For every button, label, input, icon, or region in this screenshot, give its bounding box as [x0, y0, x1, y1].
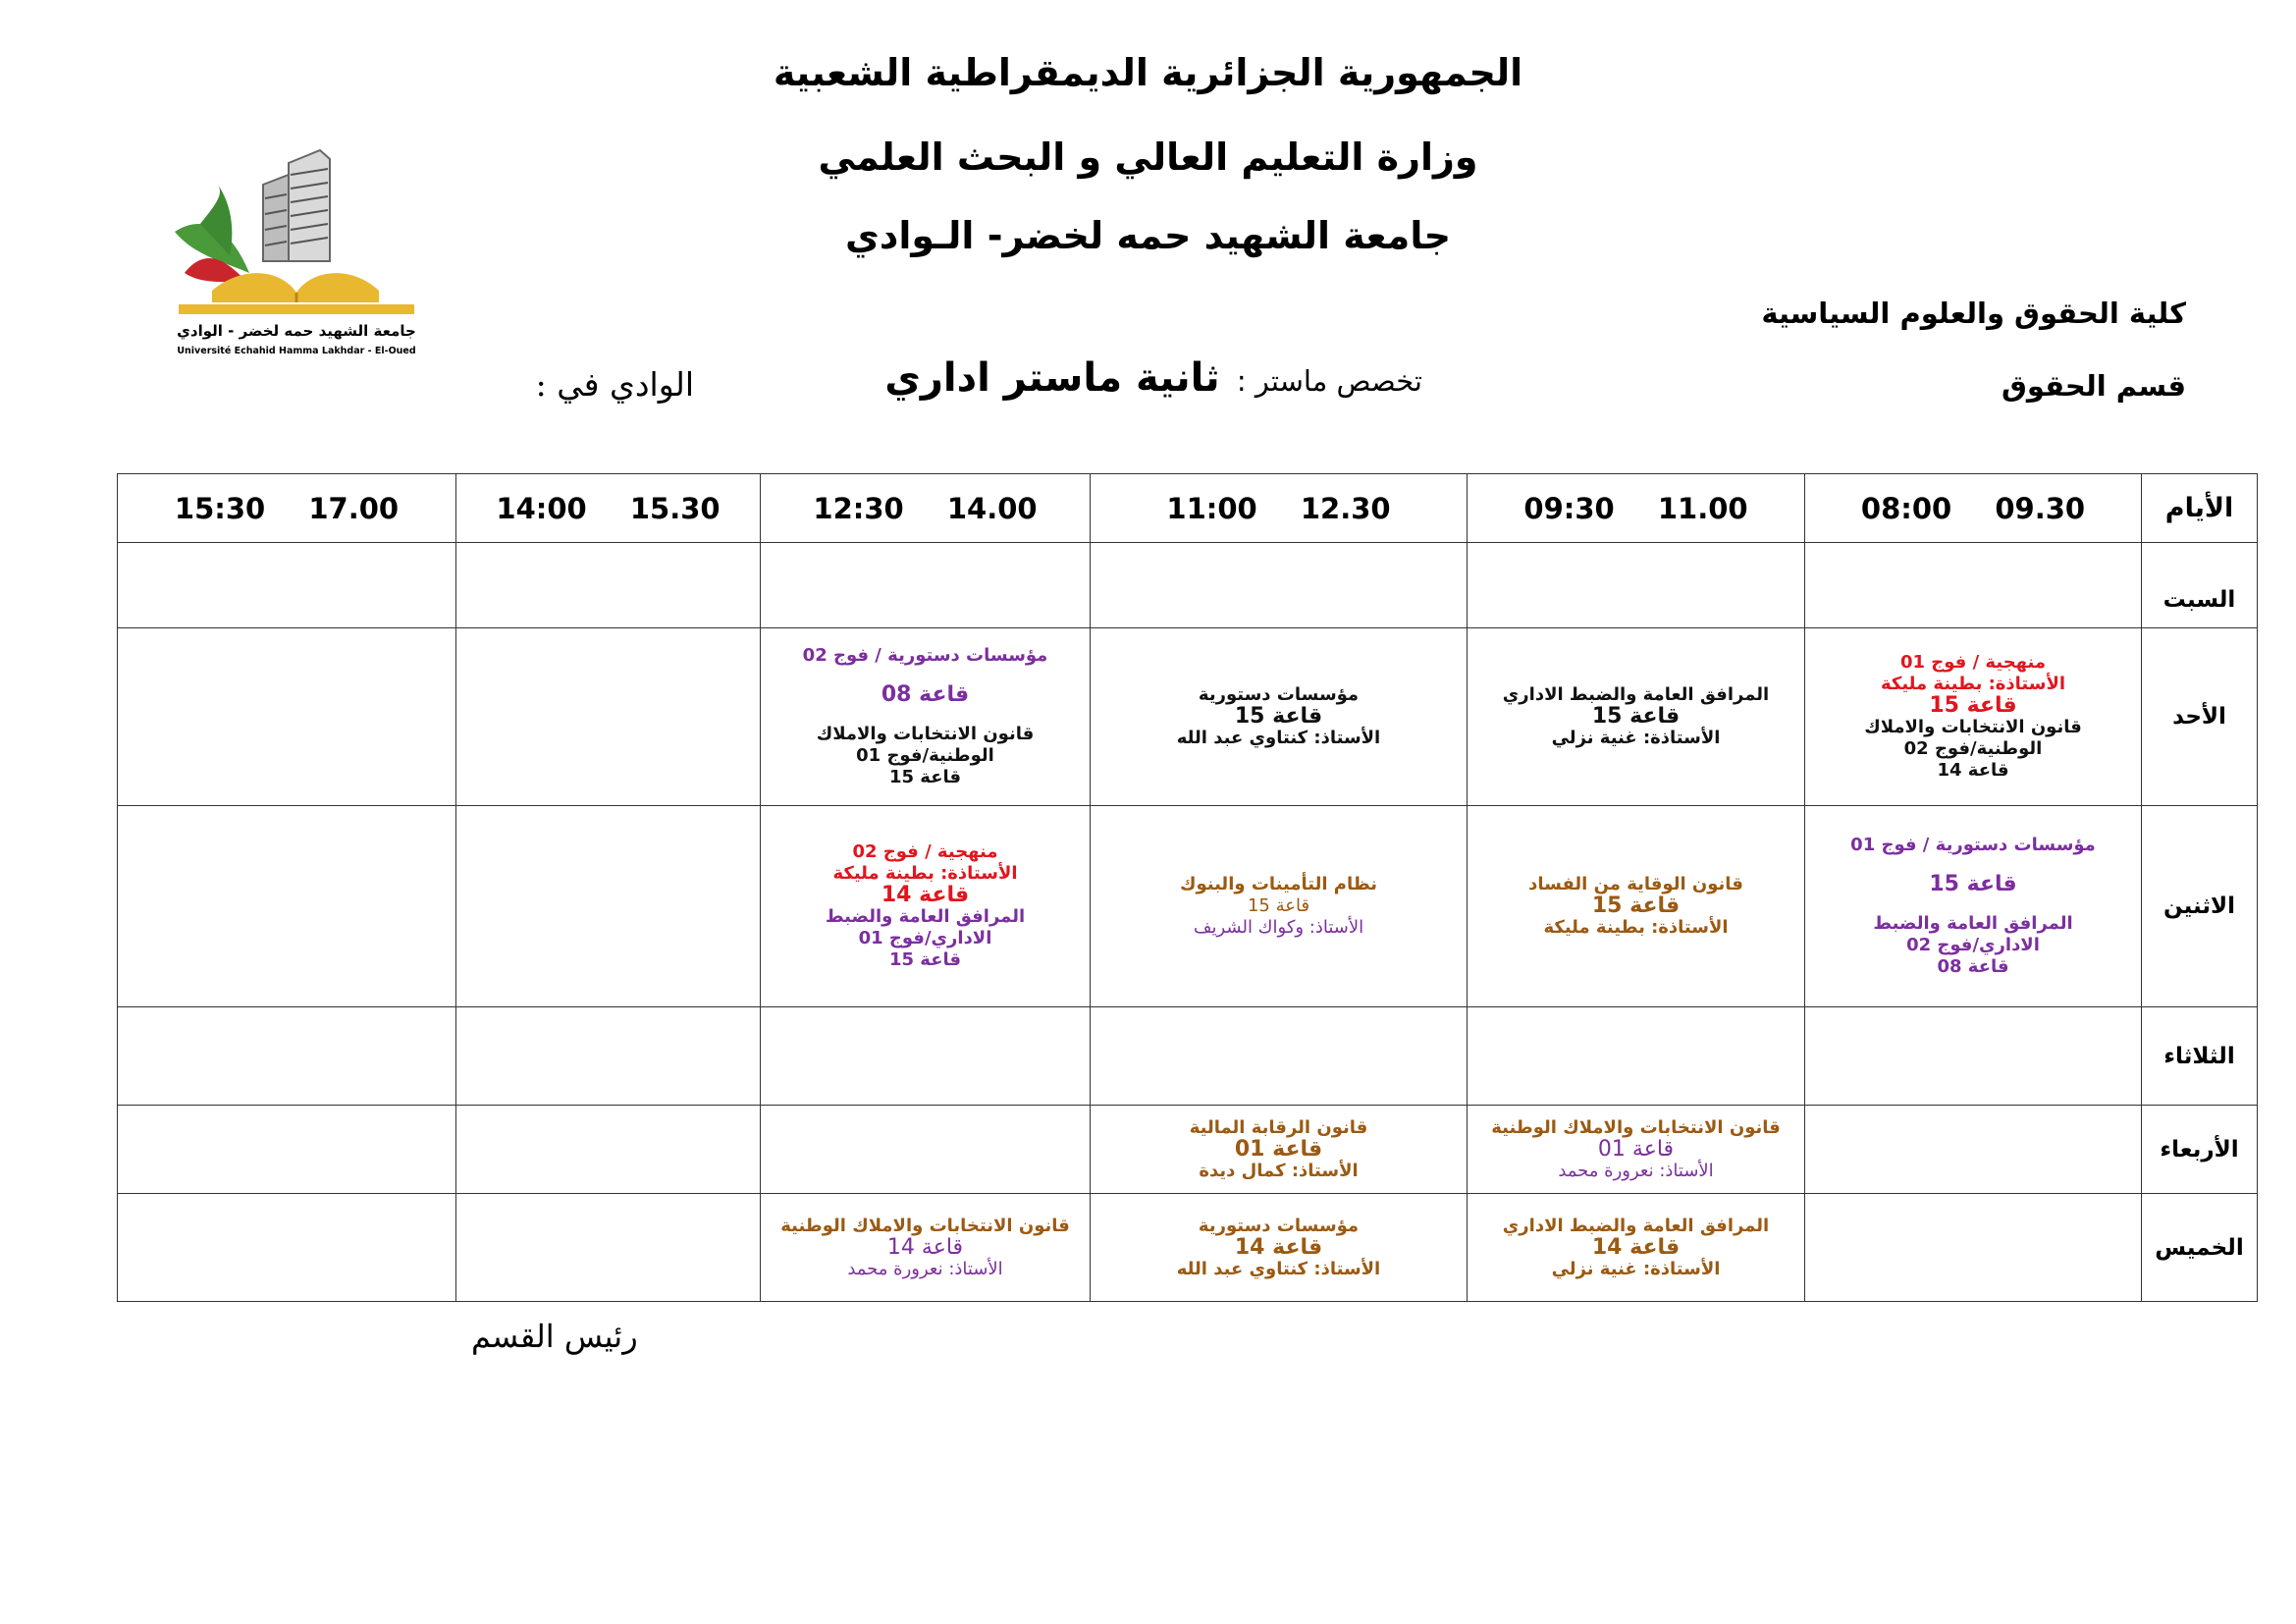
cell-empty — [456, 543, 761, 628]
day-thursday: الخميس — [2142, 1194, 2258, 1302]
course-line: الوطنية/فوج 02 — [1903, 738, 2043, 759]
course-line: قاعة 15 — [888, 949, 962, 970]
course-line: قانون الانتخابات والاملاك — [1864, 717, 2082, 737]
course-line: مؤسسات دستورية / فوج 02 — [802, 645, 1048, 666]
course-line: الأستاذة: بطينة مليكة — [1880, 674, 2066, 694]
cell-empty — [456, 1106, 761, 1194]
course-line: الأستاذ: كنتاوي عبد الله — [1176, 1258, 1381, 1279]
course-line: قاعة 15 — [1591, 704, 1681, 729]
cell-empty — [1091, 543, 1468, 628]
cell-empty — [118, 628, 456, 806]
course-line: قانون الرقابة المالية — [1189, 1116, 1368, 1138]
time-slot-3: 12.30 11:00 — [1091, 474, 1468, 543]
course-line: قانون الانتخابات والاملاك الوطنية — [1491, 1116, 1781, 1138]
day-saturday: السبت — [2142, 543, 2258, 628]
course-line: الأستاذ: كمال ديدة — [1199, 1160, 1359, 1181]
cell-sun-slot4 — [761, 628, 1091, 806]
department-head-signature: رئيس القسم — [471, 1318, 638, 1355]
course-line: المرافق العامة والضبط — [825, 906, 1026, 927]
course-line: الأستاذة: غنية نزلي — [1551, 1258, 1721, 1279]
specialization-label: تخصص ماستر : — [1236, 364, 1422, 398]
course-line: الاداري/فوج 01 — [858, 928, 992, 948]
cell-empty — [1091, 1007, 1468, 1106]
cell-empty — [456, 806, 761, 1007]
course-line: الوطنية/فوج 01 — [856, 745, 994, 766]
course-line: الأستاذ: نعرورة محمد — [847, 1258, 1003, 1279]
svg-text:جامعة الشهيد حمه لخضر - الوادي: جامعة الشهيد حمه لخضر - الوادي — [177, 322, 416, 340]
place-date: الوادي في : — [535, 365, 694, 404]
cell-thu-slot2 — [1468, 1194, 1805, 1302]
course-line: الأستاذ: كنتاوي عبد الله — [1176, 728, 1381, 748]
cell-wed-slot3 — [1091, 1106, 1468, 1194]
course-line: مؤسسات دستورية — [1198, 684, 1360, 705]
cell-thu-slot3 — [1091, 1194, 1468, 1302]
course-line: قاعة 15 — [1929, 872, 2017, 896]
course-line: قاعة 15 — [1247, 895, 1310, 916]
cell-mon-slot4 — [761, 806, 1091, 1007]
course-line: الأستاذة: بطينة مليكة — [1543, 917, 1729, 938]
cell-empty — [456, 628, 761, 806]
cell-empty — [118, 1106, 456, 1194]
course-line: مؤسسات دستورية / فوج 01 — [1850, 835, 2096, 855]
course-line: قاعة 01 — [1597, 1136, 1675, 1162]
cell-empty — [1805, 543, 2142, 628]
table-header-row — [118, 474, 2258, 543]
course-line: منهجية / فوج 02 — [852, 841, 998, 862]
course-line: الأستاذ: وكواك الشريف — [1193, 917, 1364, 938]
republic-title: الجمهورية الجزائرية الديمقراطية الشعبية — [773, 51, 1523, 94]
course-line: المرافق العامة والضبط الاداري — [1502, 1215, 1770, 1236]
course-line: قاعة 14 — [881, 883, 970, 907]
cell-empty — [1805, 1106, 2142, 1194]
course-line: قاعة 15 — [888, 767, 962, 787]
cell-mon-slot1 — [1805, 806, 2142, 1007]
table-row — [118, 543, 2258, 628]
cell-empty — [118, 806, 456, 1007]
table-row — [118, 1106, 2258, 1194]
cell-empty — [456, 1194, 761, 1302]
table-row — [118, 1194, 2258, 1302]
course-line: قاعة 01 — [1234, 1136, 1323, 1162]
cell-thu-slot4 — [761, 1194, 1091, 1302]
department-label: قسم الحقوق — [2001, 369, 2186, 403]
cell-mon-slot2 — [1468, 806, 1805, 1007]
cell-sun-slot1 — [1805, 628, 2142, 806]
cell-sun-slot3 — [1091, 628, 1468, 806]
course-line: قاعة 08 — [1937, 956, 2009, 977]
course-line: الأستاذ: نعرورة محمد — [1558, 1160, 1714, 1181]
day-monday: الاثنين — [2142, 806, 2258, 1007]
course-line: قاعة 14 — [886, 1234, 964, 1260]
cell-sun-slot2 — [1468, 628, 1805, 806]
course-line: قاعة 14 — [1591, 1234, 1681, 1260]
course-line: قاعة 14 — [1937, 760, 2009, 781]
course-line: مؤسسات دستورية — [1198, 1215, 1360, 1236]
days-header: الأيام — [2142, 474, 2258, 543]
time-slot-6: 17.00 15:30 — [118, 474, 456, 543]
cell-empty — [1468, 1007, 1805, 1106]
course-line: قانون الانتخابات والاملاك الوطنية — [780, 1215, 1070, 1236]
course-line: قاعة 15 — [1929, 693, 2017, 718]
table-row — [118, 1007, 2258, 1106]
course-line: قانون الوقاية من الفساد — [1528, 874, 1743, 894]
cell-empty — [118, 1007, 456, 1106]
specialization — [884, 355, 1422, 401]
course-line: قاعة 15 — [1591, 893, 1681, 918]
cell-wed-slot2 — [1468, 1106, 1805, 1194]
course-line: نظام التأمينات والبنوك — [1179, 874, 1378, 894]
course-line: قاعة 14 — [1234, 1234, 1323, 1260]
course-line: منهجية / فوج 01 — [1899, 652, 2047, 673]
specialization-value: ثانية ماستر اداري — [884, 355, 1220, 401]
university-title: جامعة الشهيد حمه لخضر- الـوادي — [845, 214, 1451, 257]
timetable — [117, 473, 2258, 1302]
cell-empty — [761, 543, 1091, 628]
course-line: قاعة 08 — [881, 682, 970, 707]
course-line: قانون الانتخابات والاملاك — [816, 724, 1035, 744]
cell-mon-slot3 — [1091, 806, 1468, 1007]
svg-text:Université Echahid Hamma Lakhd: Université Echahid Hamma Lakhdar - El-Oued — [177, 346, 416, 356]
course-line: المرافق العامة والضبط الاداري — [1502, 684, 1770, 705]
course-line: قاعة 15 — [1234, 704, 1323, 729]
time-slot-1: 09.30 08:00 — [1805, 474, 2142, 543]
university-logo — [173, 145, 420, 359]
ministry-title: وزارة التعليم العالي و البحث العلمي — [818, 135, 1478, 179]
cell-empty — [761, 1106, 1091, 1194]
time-slot-4: 14.00 12:30 — [761, 474, 1091, 543]
course-line: الأستاذة: بطينة مليكة — [832, 863, 1018, 884]
course-line: الأستاذة: غنية نزلي — [1551, 728, 1721, 748]
course-line: المرافق العامة والضبط — [1873, 913, 2073, 934]
day-wednesday: الأربعاء — [2142, 1106, 2258, 1194]
table-row — [118, 628, 2258, 806]
faculty-label: كلية الحقوق والعلوم السياسية — [1761, 297, 2186, 330]
logo-building — [263, 150, 330, 261]
table-row — [118, 806, 2258, 1007]
cell-empty — [1805, 1194, 2142, 1302]
cell-empty — [118, 1194, 456, 1302]
cell-empty — [118, 543, 456, 628]
day-sunday: الأحد — [2142, 628, 2258, 806]
cell-empty — [1468, 543, 1805, 628]
time-slot-2: 11.00 09:30 — [1468, 474, 1805, 543]
time-slot-5: 15.30 14:00 — [456, 474, 761, 543]
cell-empty — [456, 1007, 761, 1106]
cell-empty — [1805, 1007, 2142, 1106]
cell-empty — [761, 1007, 1091, 1106]
day-tuesday: الثلاثاء — [2142, 1007, 2258, 1106]
course-line: الاداري/فوج 02 — [1906, 935, 2040, 955]
